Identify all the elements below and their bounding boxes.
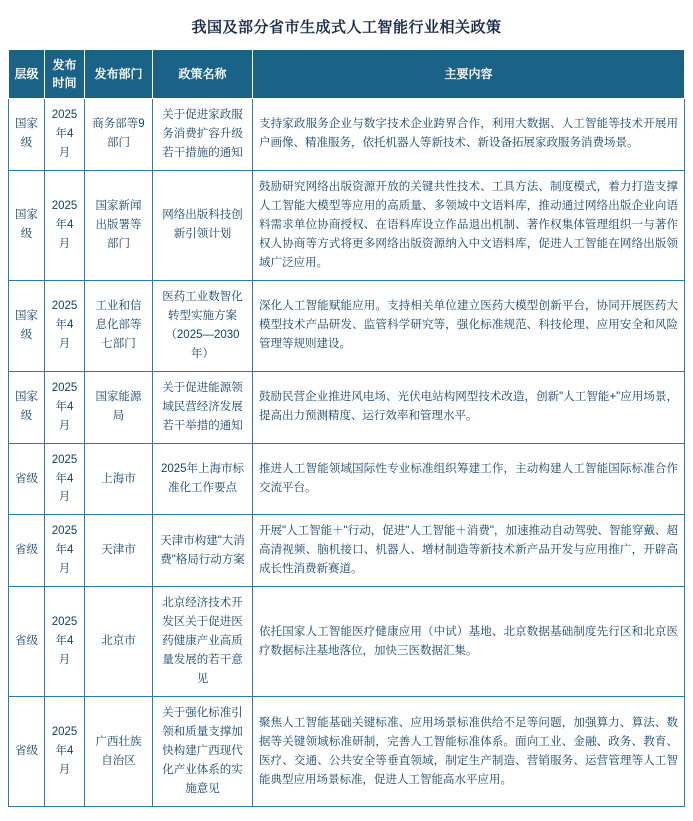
cell-date: 2025年4月 [45, 371, 85, 443]
table-row [9, 280, 685, 371]
policy-table [8, 49, 685, 807]
cell-policy-name: 网络出版科技创新引领计划 [153, 170, 253, 280]
table-row [9, 99, 685, 171]
cell-level: 国家级 [9, 170, 45, 280]
cell-main-content: 推进人工智能领域国际性专业标准组织筹建工作，主动构建人工智能国际标准合作交流平台。 [253, 443, 685, 515]
cell-policy-name: 天津市构建"大消费"格局行动方案 [153, 515, 253, 587]
column-header-department: 发布部门 [85, 50, 153, 99]
cell-policy-name: 关于强化标准引领和质量支撑加快构建广西现代化产业体系的实施意见 [153, 697, 253, 807]
table-row [9, 515, 685, 587]
cell-level: 省级 [9, 587, 45, 697]
table-row [9, 170, 685, 280]
table-header-row [9, 50, 685, 99]
cell-main-content: 鼓励研究网络出版资源开放的关键共性技术、工具方法、制度模式，着力打造支撑人工智能大模型等应用的高质量、多领域中文语料库，推动通过网络出版企业向语料需求单位协商授权、在语料库设立作品退出机制、著作权集体管理组织一与著作权人协商等方式将更多网络出版资源纳入中文语料库，促进人工智能在网络出版领域广泛应用。 [253, 170, 685, 280]
cell-main-content: 鼓励民营企业推进风电场、光伏电站构网型技术改造，创新"人工智能+"应用场景，提高出力预测精度、运行效率和管理水平。 [253, 371, 685, 443]
table-body [9, 99, 685, 807]
cell-date: 2025年4月 [45, 587, 85, 697]
cell-level: 省级 [9, 443, 45, 515]
cell-date: 2025年4月 [45, 170, 85, 280]
cell-policy-name: 北京经济技术开发区关于促进医药健康产业高质量发展的若干意见 [153, 587, 253, 697]
cell-main-content: 深化人工智能赋能应用。支持相关单位建立医药大模型创新平台，协同开展医药大模型技术产品研发、监管科学研究等，强化标准规范、科技伦理、应用安全和风险管理等规则建设。 [253, 280, 685, 371]
cell-main-content: 聚焦人工智能基础关键标准、应用场景标准供给不足等问题，加强算力、算法、数据等关键领域标准研制，完善人工智能标准体系。面向工业、金融、政务、教育、医疗、交通、公共安全等垂直领域，制定生产制造、营销服务、运营管理等人工智能典型应用场景标准，促进人工智能高水平应用。 [253, 697, 685, 807]
cell-level: 国家级 [9, 99, 45, 171]
cell-policy-name: 2025年上海市标准化工作要点 [153, 443, 253, 515]
column-header-date: 发布时间 [45, 50, 85, 99]
table-row [9, 443, 685, 515]
cell-department: 国家能源局 [85, 371, 153, 443]
cell-department: 工业和信息化部等七部门 [85, 280, 153, 371]
cell-policy-name: 关于促进能源领域民营经济发展若干举措的通知 [153, 371, 253, 443]
cell-department: 北京市 [85, 587, 153, 697]
cell-date: 2025年4月 [45, 443, 85, 515]
cell-main-content: 依托国家人工智能医疗健康应用（中试）基地、北京数据基础制度先行区和北京医疗数据标注基地落位，加快三医数据汇集。 [253, 587, 685, 697]
cell-date: 2025年4月 [45, 280, 85, 371]
cell-main-content: 支持家政服务企业与数字技术企业跨界合作，利用大数据、人工智能等技术开展用户画像、精准服务，依托机器人等新技术、新设备拓展家政服务消费场景。 [253, 99, 685, 171]
table-header [9, 50, 685, 99]
cell-department: 商务部等9部门 [85, 99, 153, 171]
cell-level: 省级 [9, 515, 45, 587]
cell-department: 广西壮族自治区 [85, 697, 153, 807]
column-header-main-content: 主要内容 [253, 50, 685, 99]
cell-date: 2025年4月 [45, 697, 85, 807]
table-row [9, 371, 685, 443]
cell-policy-name: 关于促进家政服务消费扩容升级若干措施的通知 [153, 99, 253, 171]
cell-level: 国家级 [9, 280, 45, 371]
column-header-level: 层级 [9, 50, 45, 99]
cell-date: 2025年4月 [45, 515, 85, 587]
cell-level: 省级 [9, 697, 45, 807]
page-title: 我国及部分省市生成式人工智能行业相关政策 [191, 19, 502, 36]
cell-department: 上海市 [85, 443, 153, 515]
cell-main-content: 开展"人工智能＋"行动，促进"人工智能＋消费"，加速推动自动驾驶、智能穿戴、超高清视频、脑机接口、机器人、增材制造等新技术新产品开发与应用推广，开辟高成长性消费新赛道。 [253, 515, 685, 587]
column-header-policy-name: 政策名称 [153, 50, 253, 99]
cell-department: 天津市 [85, 515, 153, 587]
cell-department: 国家新闻出版署等部门 [85, 170, 153, 280]
cell-date: 2025年4月 [45, 99, 85, 171]
cell-policy-name: 医药工业数智化转型实施方案（2025—2030年） [153, 280, 253, 371]
table-row [9, 587, 685, 697]
cell-level: 国家级 [9, 371, 45, 443]
table-row [9, 697, 685, 807]
